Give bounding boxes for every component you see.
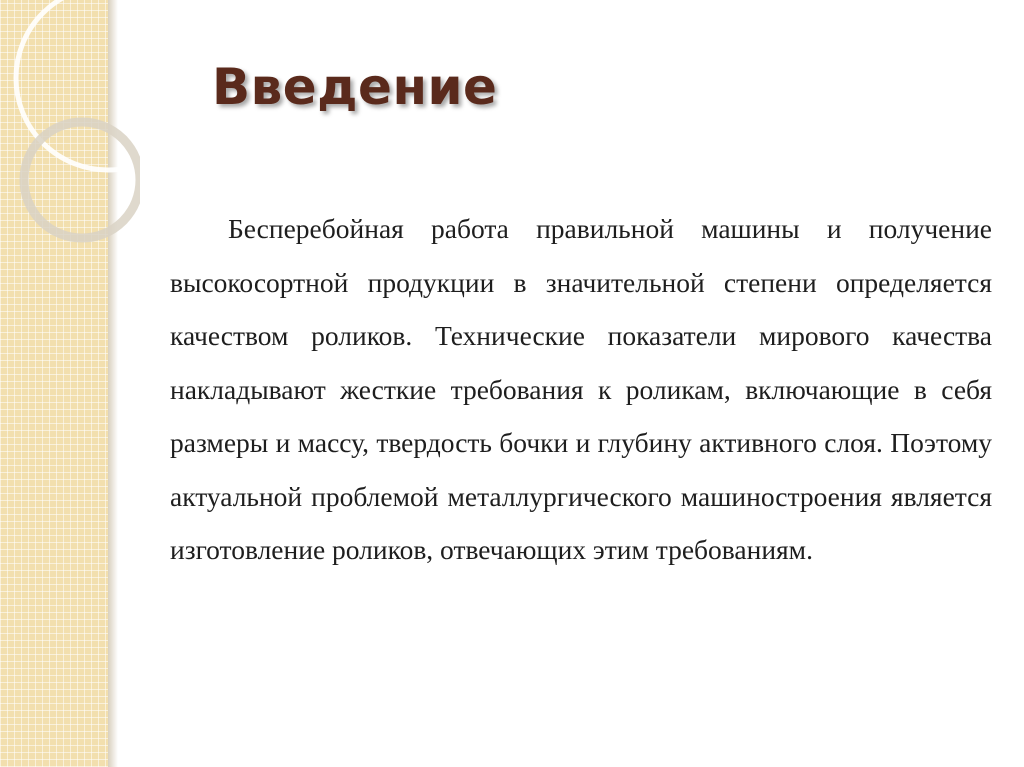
- slide-title: Введение: [212, 58, 498, 116]
- decorative-circles: [0, 0, 140, 260]
- slide-body-text: Бесперебойная работа правильной машины и получение высокосортной продукции в значительной степени определяется качеством роликов. Технические показатели мирового качества накладывают жесткие требования к роликам, включающие в себя размеры и массу, твердость бочки и глубину активного слоя. Поэтому актуальной проблемой металлургического машиностроения является изготовление роликов, отвечающих этим требованиям.: [170, 213, 992, 565]
- decorative-circle-small: [24, 122, 140, 238]
